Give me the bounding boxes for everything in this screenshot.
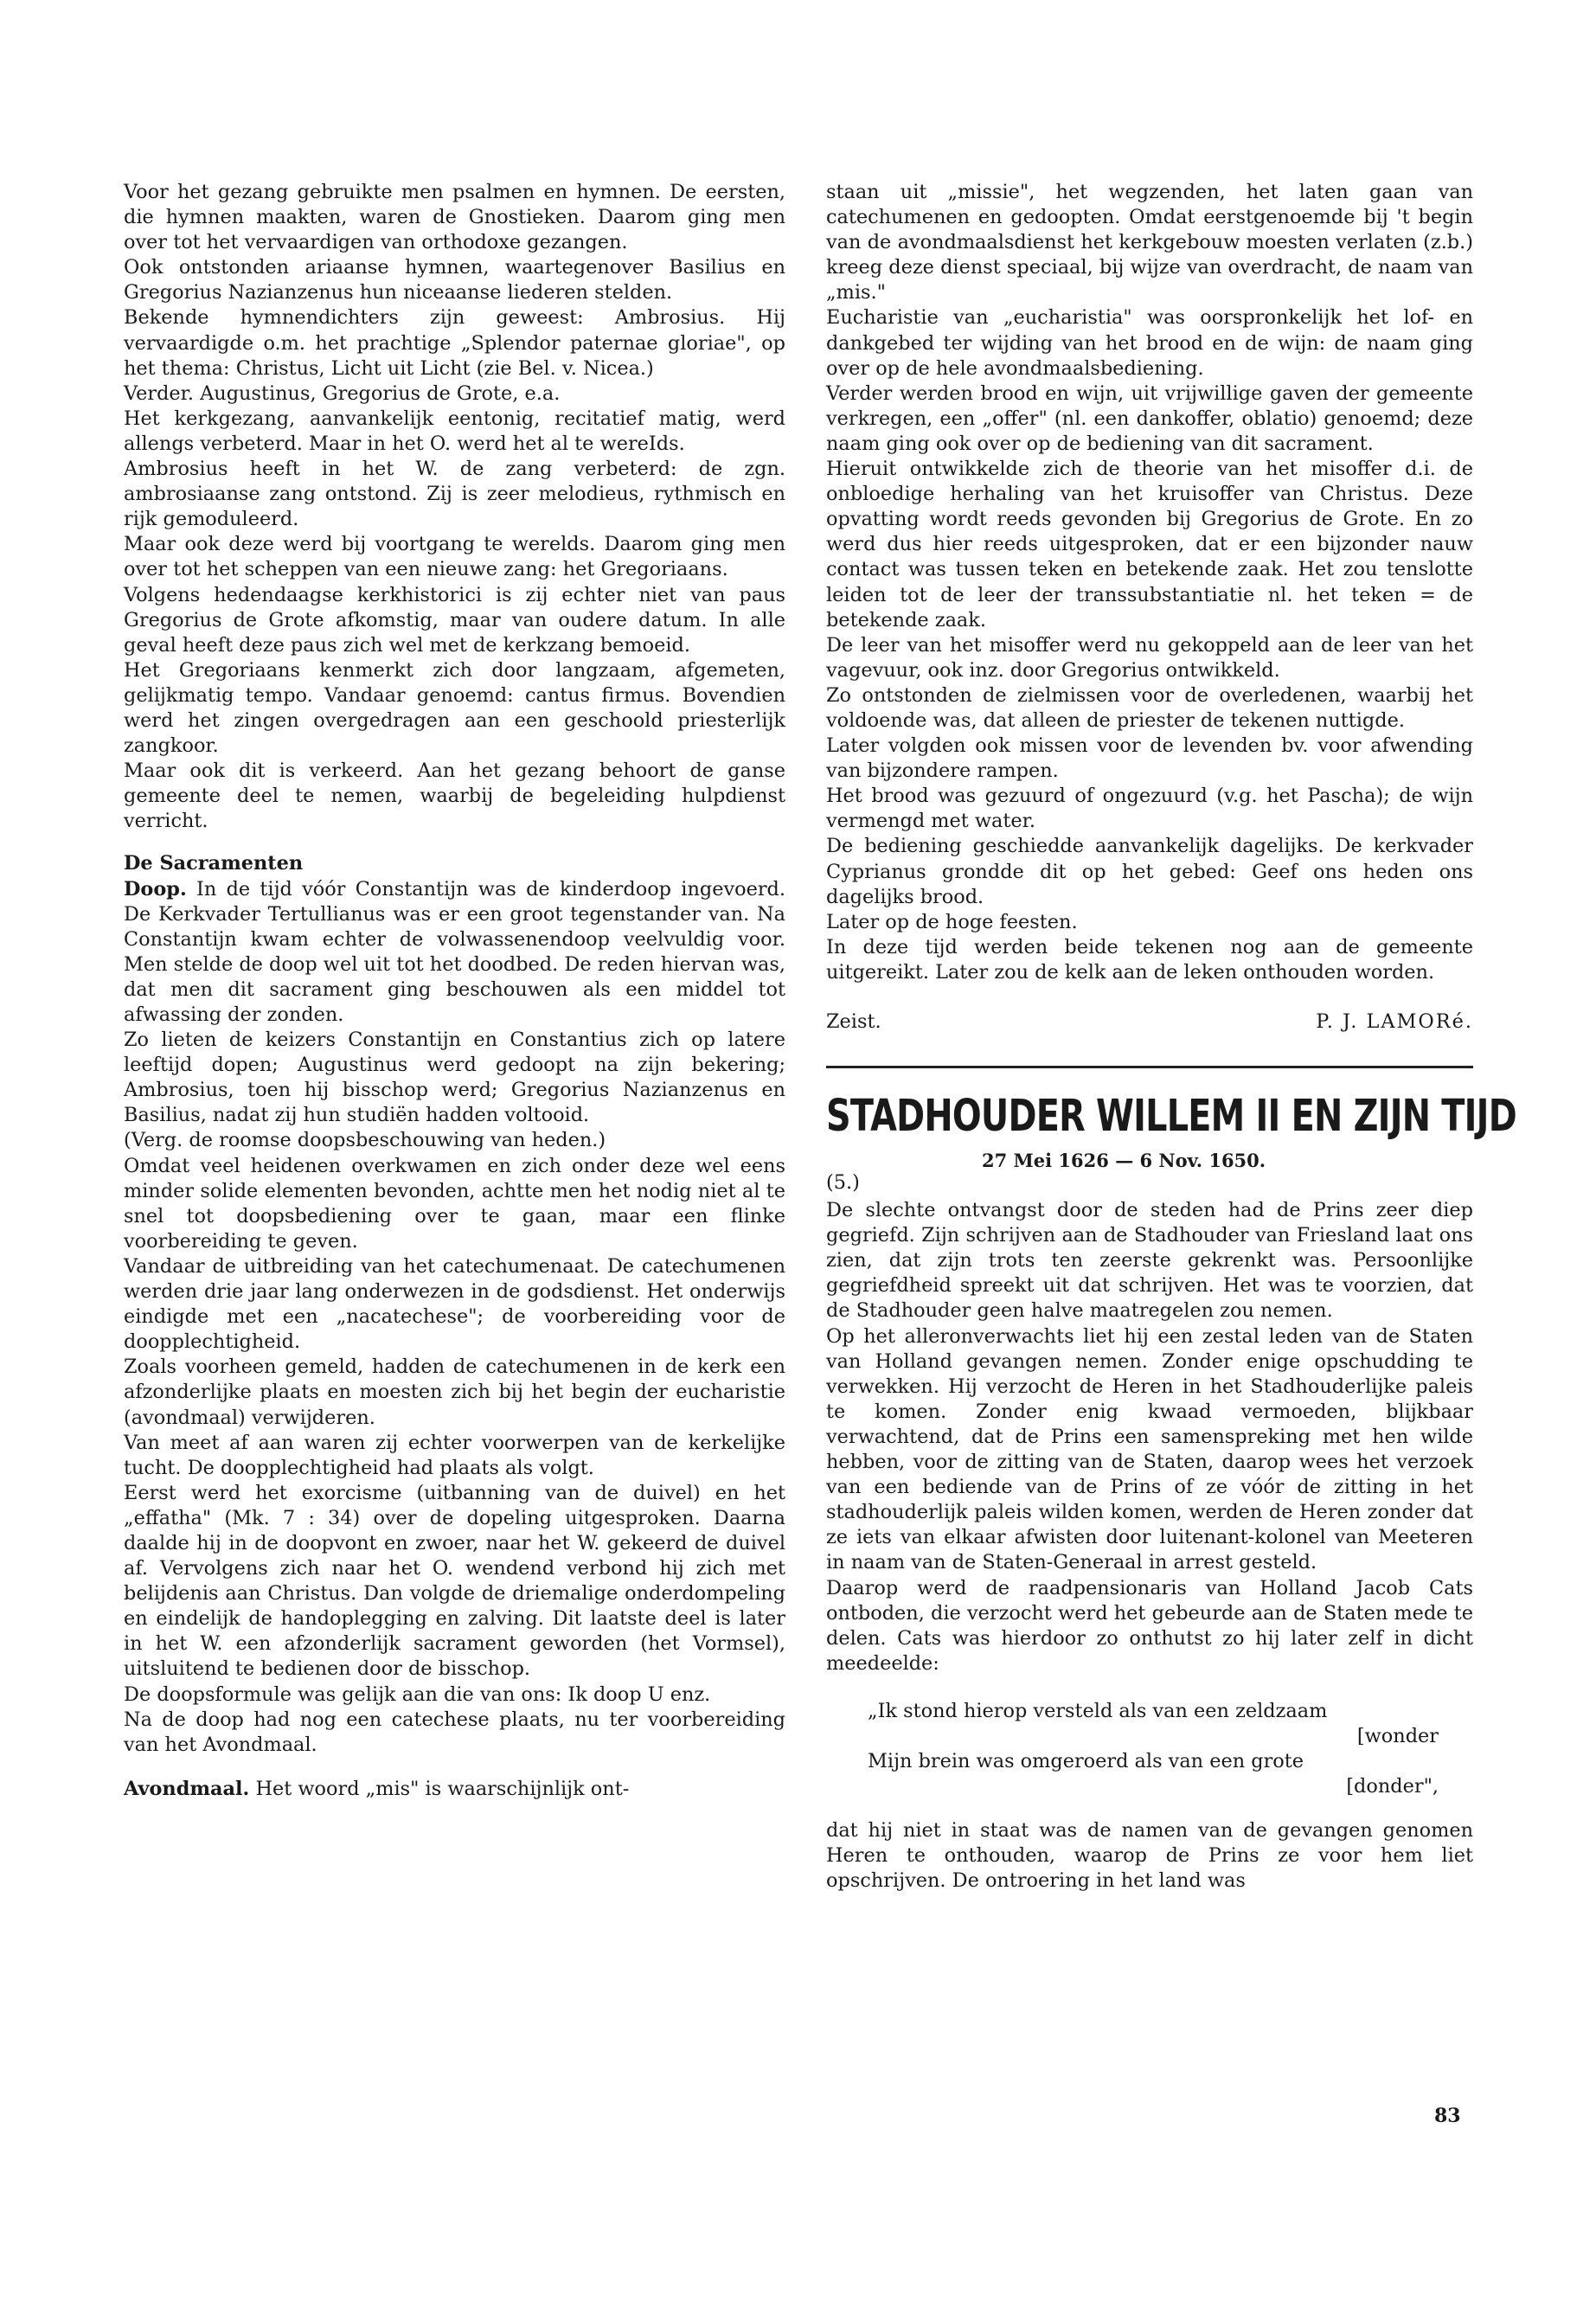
paragraph: In deze tijd werden beide tekenen nog aan de gemeente uitgereikt. Later zou de kelk aan de leken onthouden worden. (826, 935, 1473, 984)
paragraph: Het brood was gezuurd of ongezuurd (v.g. het Pascha); de wijn vermengd met water. (826, 785, 1473, 833)
paragraph: Eerst werd het exorcisme (uitbanning van de duivel) en het „effatha" (Mk. 7 : 34) over de dopeling uitgesproken. Daarna daalde hij in de doopvont en zwoer, naar het W. gekeerd de duivel af. Vervolgens zich naar het O. wendend verbond hij zich met belijdenis aan Christus. Dan volgde de driemalige onderdompeling en eindelijk de handoplegging en zalving. Dit laatste deel is later in het W. een afzonderlijk sacrament geworden (het Vormsel), uitsluitend te bedienen door de bisschop. (124, 1481, 785, 1681)
verse-line: [wonder (1356, 1724, 1439, 1747)
runin-heading: Doop. (124, 877, 187, 901)
paragraph: De leer van het misoffer werd nu gekoppeld aan de leer van het vagevuur, ook inz. door Gregorius ontwikkeld. (826, 633, 1473, 682)
signature-line (826, 1009, 1473, 1035)
paragraph: Op het alleronverwachts liet hij een zestal leden van de Staten van Holland gevangen nemen. Zonder enige opschudding te verwekken. Hij verzocht de Heren in het Stadhouderlijke paleis te komen. Zonder enig kwaad vermoeden, blijkbaar verwachtend, dat de Prins een samenspreking met hen wilde hebben, voor de zitting van de Staten, daarop wees het verzoek van een bediende van de Prins of ze vóór de zitting in het stadhouderlijk paleis wilden komen, werden de Heren zonder dat ze iets van elkaar afwisten door luitenant-kolonel van Meeteren in naam van de Staten-Generaal in arrest gesteld. (826, 1324, 1473, 1574)
section-heading: De Sacramenten (124, 852, 304, 875)
installment-number: (5.) (826, 1171, 860, 1195)
paragraph: (Verg. de roomse doopsbeschouwing van heden.) (124, 1129, 606, 1152)
paragraph: Het Gregoriaans kenmerkt zich door langzaam, afgemeten, gelijkmatig tempo. Vandaar genoemd: cantus firmus. Bovendien werd het zingen overgedragen aan een geschoold priesterlijk zangkoor. (124, 658, 785, 758)
paragraph: Verder. Augustinus, Gregorius de Grote, e.a. (124, 381, 561, 405)
paragraph: Eucharistie van „eucharistia" was oorspronkelijk het lof- en dankgebed ter wijding van het brood en de wijn: de naam ging over op de hele avondmaalsbediening. (826, 306, 1473, 380)
paragraph: Van meet af aan waren zij echter voorwerpen van de kerkelijke tucht. De doopplechtigheid had plaats als volgt. (124, 1431, 785, 1479)
section-divider (826, 1066, 1473, 1068)
paragraph: Zo ontstonden de zielmissen voor de overledenen, waarbij het voldoende was, dat alleen de priester de tekenen nuttigde. (826, 683, 1473, 732)
paragraph: Volgens hedendaagse kerkhistorici is zij echter niet van paus Gregorius de Grote afkomstig, maar van oudere datum. In alle geval heeft deze paus zich wel met de kerkzang bemoeid. (124, 583, 785, 657)
paragraph: Het kerkgezang, aanvankelijk eentonig, recitatief matig, werd allengs verbeterd. Maar in het O. werd het al te wereIds. (124, 407, 785, 455)
author-name: P. J. LAMORé. (1316, 1010, 1473, 1033)
paragraph (124, 1777, 785, 1802)
paragraph: Maar ook deze werd bij voortgang te werelds. Daarom ging men over tot het scheppen van een nieuwe zang: het Gregoriaans. (124, 533, 785, 581)
article-title: STADHOUDER WILLEM II EN ZIJN TIJD (826, 1091, 1516, 1143)
paragraph: dat hij niet in staat was de namen van de gevangen genomen Heren te onthouden, waarop de Prins ze voor hem liet opschrijven. De ontroering in het land was (826, 1819, 1473, 1893)
right-column (826, 180, 1516, 1894)
verse-line: „Ik stond hierop versteld als van een zeldzaam (868, 1699, 1328, 1722)
article-dates: 27 Mei 1626 — 6 Nov. 1650. (982, 1150, 1266, 1172)
paragraph: Vandaar de uitbreiding van het catechumenaat. De catechumenen werden drie jaar lang onderwezen in de godsdienst. Het onderwijs eindigde met een „nacatechese"; de voorbereiding voor de doopplechtigheid. (124, 1254, 785, 1354)
paragraph-text: Het woord „mis" is waarschijnlijk ont- (249, 1777, 630, 1800)
paragraph: Ook ontstonden ariaanse hymnen, waartegenover Basilius en Gregorius Nazianzenus hun niceaanse liederen stelden. (124, 256, 785, 304)
paragraph: Daarop werd de raadpensionaris van Holland Jacob Cats ontboden, die verzocht werd het gebeurde aan de Staten mede te delen. Cats was hierdoor zo onthutst zo hij later zelf in dicht meedeelde: (826, 1576, 1473, 1675)
paragraph: staan uit „missie", het wegzenden, het laten gaan van catechumenen en gedoopten. Omdat eerstgenoemde bij 't begin van de avondmaalsdienst het kerkgebouw moesten verlaten (z.b.) kreeg deze dienst speciaal, bij wijze van overdracht, de naam van „mis." (826, 181, 1473, 304)
verse-quote (826, 1699, 1473, 1799)
paragraph: Zo lieten de keizers Constantijn en Constantius zich op latere leeftijd dopen; Augustinus werd gedoopt na zijn bekering; Ambrosius, toen hij bisschop werd; Gregorius Nazianzenus en Basilius, nadat zij hun studiën hadden voltooid. (124, 1029, 785, 1127)
paragraph: Ambrosius heeft in het W. de zang verbeterd: de zgn. ambrosiaanse zang ontstond. Zij is zeer melodieus, rythmisch en rijk gemoduleerd. (124, 458, 785, 531)
paragraph: De slechte ontvangst door de steden had de Prins zeer diep gegriefd. Zijn schrijven aan de Stadhouder van Friesland laat ons zien, dat zijn trots ten zeerste gekrenkt was. Persoonlijke gegriefdheid spreekt uit dat schrijven. Het was te voorzien, dat de Stadhouder geen halve maatregelen zou nemen. (826, 1199, 1473, 1323)
verse-line: [donder", (1346, 1775, 1439, 1798)
paragraph: Later op de hoge feesten. (826, 910, 1078, 933)
paragraph: Later volgden ook missen voor de levenden bv. voor afwending van bijzondere rampen. (826, 734, 1473, 783)
paragraph: Bekende hymnendichters zijn geweest: Ambrosius. Hij vervaardigde o.m. het prachtige „Splendor paternae gloriae", op het thema: Christus, Licht uit Licht (zie Bel. v. Nicea.) (124, 306, 785, 380)
paragraph: De doopsformule was gelijk aan die van ons: Ik doop U enz. (124, 1682, 711, 1706)
paragraph: Hieruit ontwikkelde zich de theorie van het misoffer d.i. de onbloedige herhaling van het kruisoffer van Christus. Deze opvatting wordt reeds gevonden bij Gregorius de Grote. En zo werd dus hier reeds uitgesproken, dat er een bijzonder nauw contact was tussen teken en betekende zaak. Het zou tenslotte leiden tot de leer der transsubstantiatie nl. het teken = de betekende zaak. (826, 458, 1473, 631)
page-number: 83 (1434, 2105, 1461, 2127)
article-meta (826, 1148, 1473, 1198)
paragraph: Zoals voorheen gemeld, hadden de catechumenen in de kerk een afzonderlijke plaats en moesten zich bij het begin der eucharistie (avondmaal) verwijderen. (124, 1356, 785, 1429)
left-column (124, 180, 785, 1802)
paragraph: Omdat veel heidenen overkwamen en zich onder deze wel eens minder solide elementen bevonden, achtte men het nodig niet al te snel tot doopsbediening over te gaan, maar een flinke voorbereiding te geven. (124, 1154, 785, 1253)
paragraph: Verder werden brood en wijn, uit vrijwillige gaven der gemeente verkregen, een „offer" (nl. een dankoffer, oblatio) genoemd; deze naam ging ook over op de bediening van dit sacrament. (826, 381, 1473, 455)
paragraph (124, 877, 785, 1029)
paragraph: Maar ook dit is verkeerd. Aan het gezang behoort de ganse gemeente deel te nemen, waarbij de begeleiding hulpdienst verricht. (124, 760, 785, 833)
paragraph: Na de doop had nog een catechese plaats, nu ter voorbereiding van het Avondmaal. (124, 1708, 785, 1756)
paragraph: De bediening geschiedde aanvankelijk dagelijks. De kerkvader Cyprianus grondde dit op het gebed: Geef ons heden ons dagelijks brood. (826, 835, 1473, 908)
signature-place: Zeist. (826, 1010, 881, 1033)
paragraph-text: In de tijd vóór Constantijn was de kinderdoop ingevoerd. De Kerkvader Tertullianus was er een groot tegenstander van. Na Constantijn kwam echter de volwassenendoop veelvuldig voor. Men stelde de doop wel uit tot het doodbed. De reden hiervan was, dat men dit sacrament ging beschouwen als een middel tot afwassing der zonden. (124, 877, 785, 1026)
verse-line: Mijn brein was omgeroerd als van een grote (868, 1750, 1304, 1773)
runin-heading: Avondmaal. (124, 1777, 250, 1800)
paragraph: Voor het gezang gebruikte men psalmen en hymnen. De eersten, die hymnen maakten, waren de Gnostieken. Daarom ging men over tot het vervaardigen van orthodoxe gezangen. (124, 181, 785, 254)
